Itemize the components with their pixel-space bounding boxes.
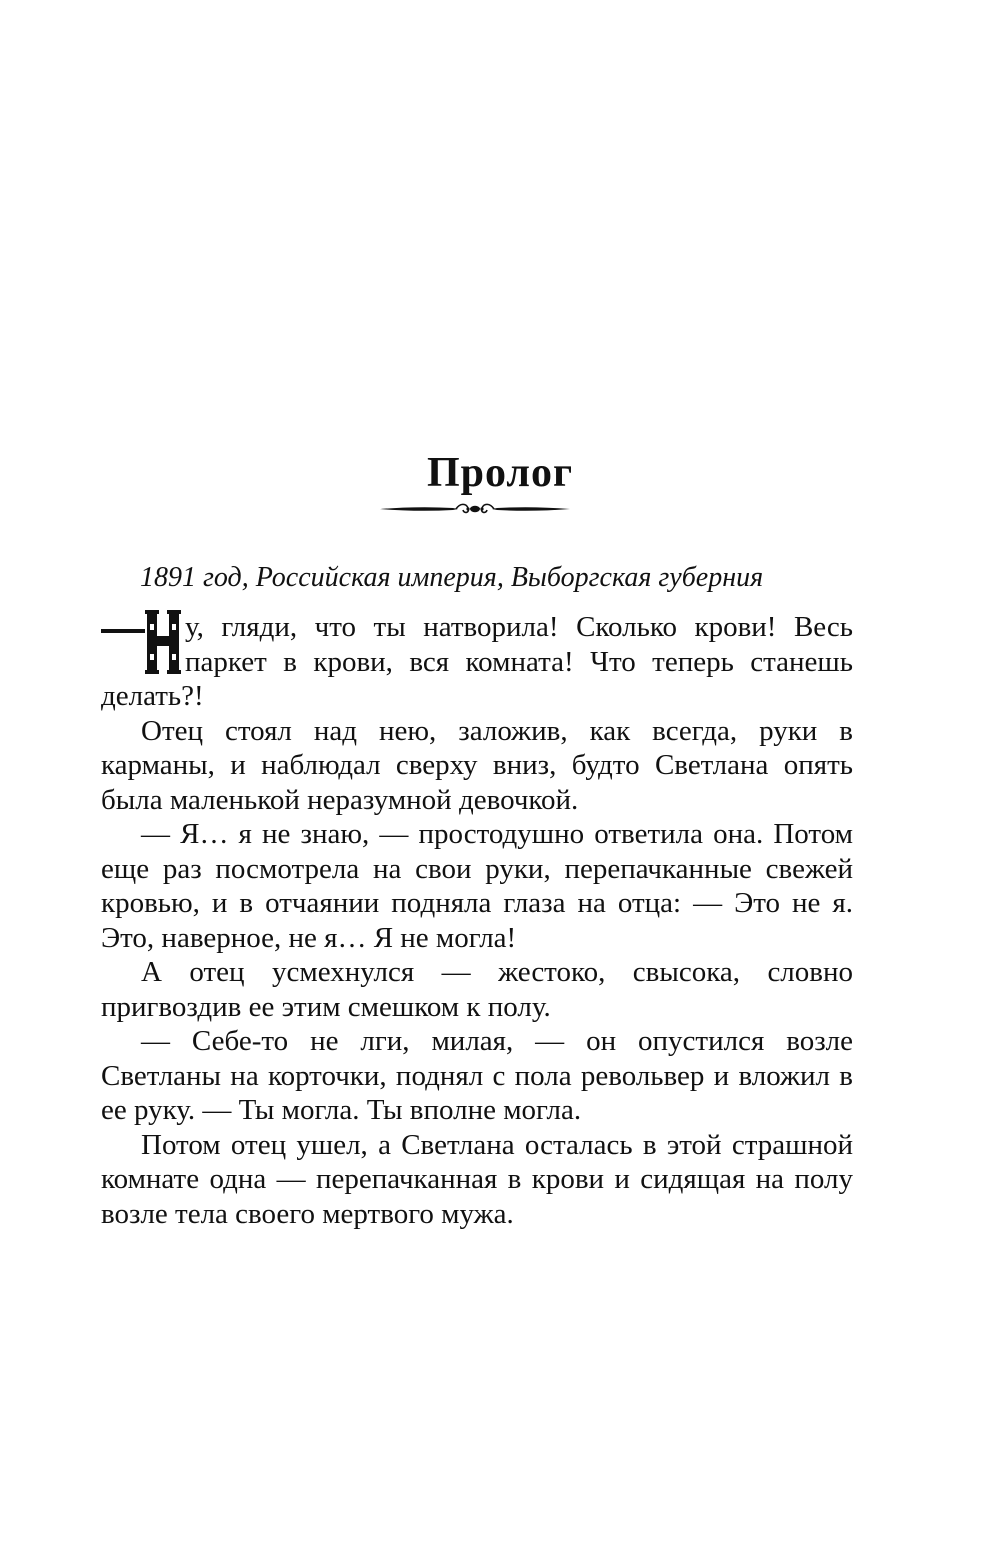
paragraph-opening bbox=[101, 610, 853, 714]
paragraph: Потом отец ушел, а Светлана осталась в этой страшной комнате одна — перепачканная в крови и сидящая на полу возле тела своего мертвого мужа. bbox=[101, 1128, 853, 1230]
drop-cap-letter-icon bbox=[145, 610, 181, 674]
paragraph: Отец стоял над нею, заложив, как всегда, руки в карманы, и наблюдал сверху вниз, будто Светлана опять была маленькой неразумной девочкой. bbox=[101, 714, 853, 816]
chapter-title: Пролог bbox=[426, 450, 574, 496]
paragraph: — Себе-то не лги, милая, — он опустился возле Светланы на корточки, поднял с пола револьвер и вложил в ее руку. — Ты могла. Ты вполне могла. bbox=[101, 1025, 853, 1126]
dialogue-dash bbox=[101, 629, 145, 633]
body-text bbox=[101, 610, 853, 1231]
paragraph: А отец усмехнулся — жестоко, свысока, словно пригвоздив ее этим смешком к полу. bbox=[101, 956, 853, 1023]
ornament-divider-icon bbox=[378, 500, 572, 518]
drop-cap-block bbox=[101, 610, 181, 676]
epigraph: 1891 год, Российская империя, Выборгская губерния bbox=[140, 562, 764, 593]
paragraph: — Я… я не знаю, — простодушно ответила она. Потом еще раз посмотрела на свои руки, перепачканные свежей кровью, и в отчаянии подняла глаза на отца: — Это не я. Это, наверное, не я… Я не могла! bbox=[101, 818, 853, 954]
opening-text: у, гляди, что ты натворила! Сколько крови! Весь паркет в крови, вся комната! Что теперь станешь делать?! bbox=[101, 611, 853, 712]
